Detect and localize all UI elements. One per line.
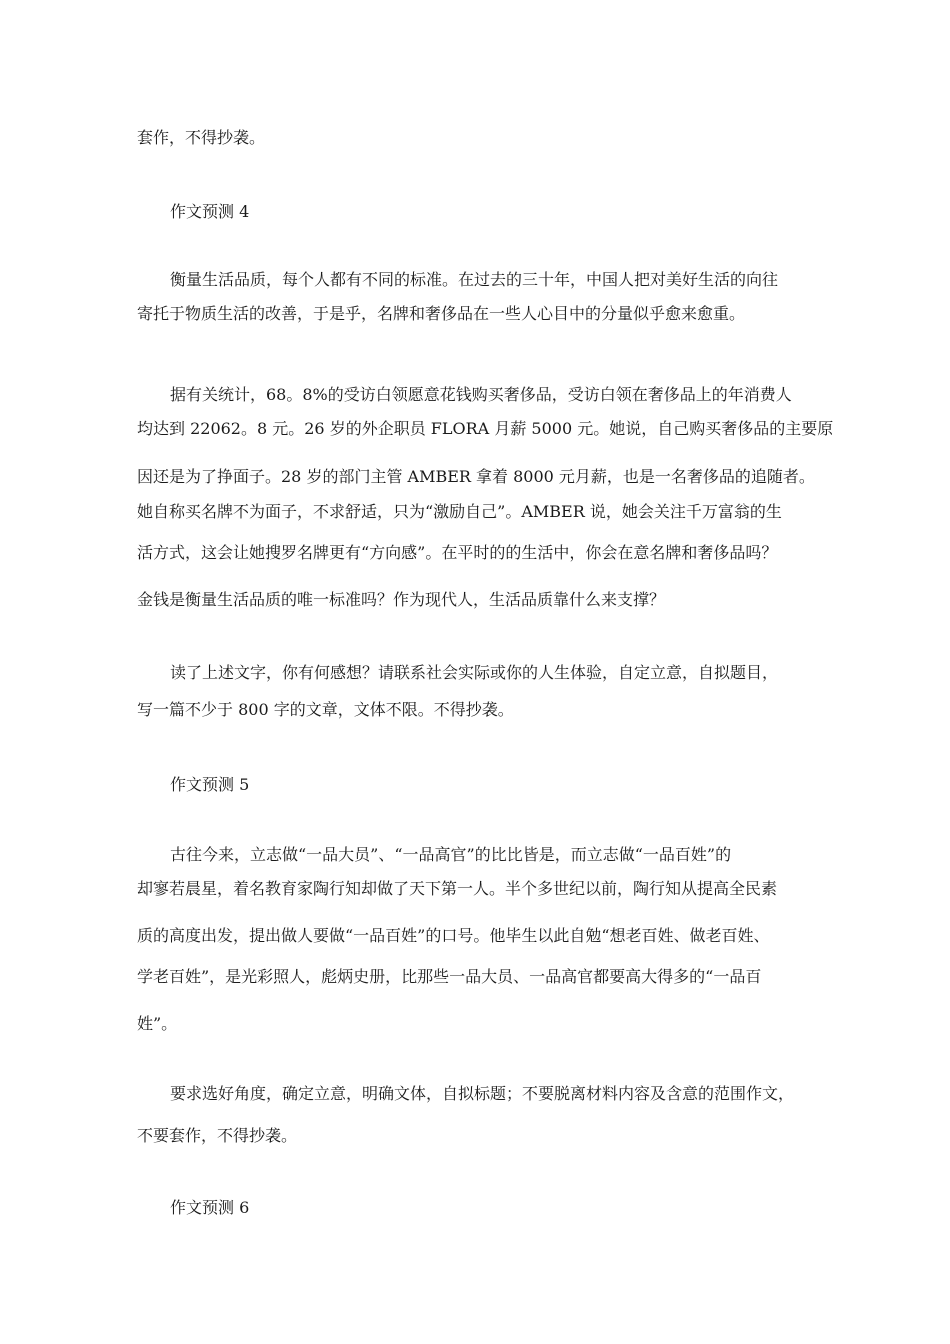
- section-heading: 作文预测 5: [170, 775, 250, 794]
- paragraph-line: 却寥若晨星，着名教育家陶行知却做了天下第一人。半个多世纪以前，陶行知从提高全民素: [137, 879, 778, 898]
- paragraph-line: 学老百姓”，是光彩照人，彪炳史册，比那些一品大员、一品高官都要高大得多的“一品百: [137, 967, 762, 986]
- paragraph-line: 寄托于物质生活的改善，于是乎，名牌和奢侈品在一些人心目中的分量似乎愈来愈重。: [137, 304, 746, 323]
- paragraph-line: 姓”。: [137, 1014, 178, 1033]
- paragraph-line: 要求选好角度，确定立意，明确文体，自拟标题；不要脱离材料内容及含意的范围作文，: [170, 1084, 795, 1103]
- paragraph-line: 活方式，这会让她搜罗名牌更有“方向感”。在平时的的生活中，你会在意名牌和奢侈品吗？: [137, 543, 778, 562]
- paragraph-line: 均达到 22062。8 元。26 岁的外企职员 FLORA 月薪 5000 元。她说，自己购买奢侈品的主要原: [137, 419, 834, 438]
- paragraph-line: 衡量生活品质，每个人都有不同的标准。在过去的三十年，中国人把对美好生活的向往: [170, 270, 779, 289]
- paragraph-line: 读了上述文字，你有何感想？请联系社会实际或你的人生体验，自定立意，自拟题目，: [170, 663, 779, 682]
- paragraph-line: 质的高度出发，提出做人要做“一品百姓”的口号。他毕生以此自勉“想老百姓、做老百姓、: [137, 926, 770, 945]
- section-heading: 作文预测 6: [170, 1198, 250, 1217]
- paragraph-line: 金钱是衡量生活品质的唯一标准吗？作为现代人，生活品质靠什么来支撑？: [137, 590, 666, 609]
- paragraph-line: 因还是为了挣面子。28 岁的部门主管 AMBER 拿着 8000 元月薪，也是一名奢侈品的追随者。: [137, 467, 815, 486]
- paragraph-line: 古往今来，立志做“一品大员”、“一品高官”的比比皆是，而立志做“一品百姓”的: [170, 845, 732, 864]
- paragraph-line: 不要套作，不得抄袭。: [137, 1126, 298, 1145]
- paragraph-line: 她自称买名牌不为面子，不求舒适，只为“激励自己”。AMBER 说，她会关注千万富翁的生: [137, 502, 782, 521]
- paragraph-line: 写一篇不少于 800 字的文章，文体不限。不得抄袭。: [137, 700, 514, 719]
- paragraph-line: 据有关统计，68。8%的受访白领愿意花钱购买奢侈品，受访白领在奢侈品上的年消费人: [170, 385, 792, 404]
- text-line: 套作，不得抄袭。: [137, 128, 266, 147]
- section-heading: 作文预测 4: [170, 202, 250, 221]
